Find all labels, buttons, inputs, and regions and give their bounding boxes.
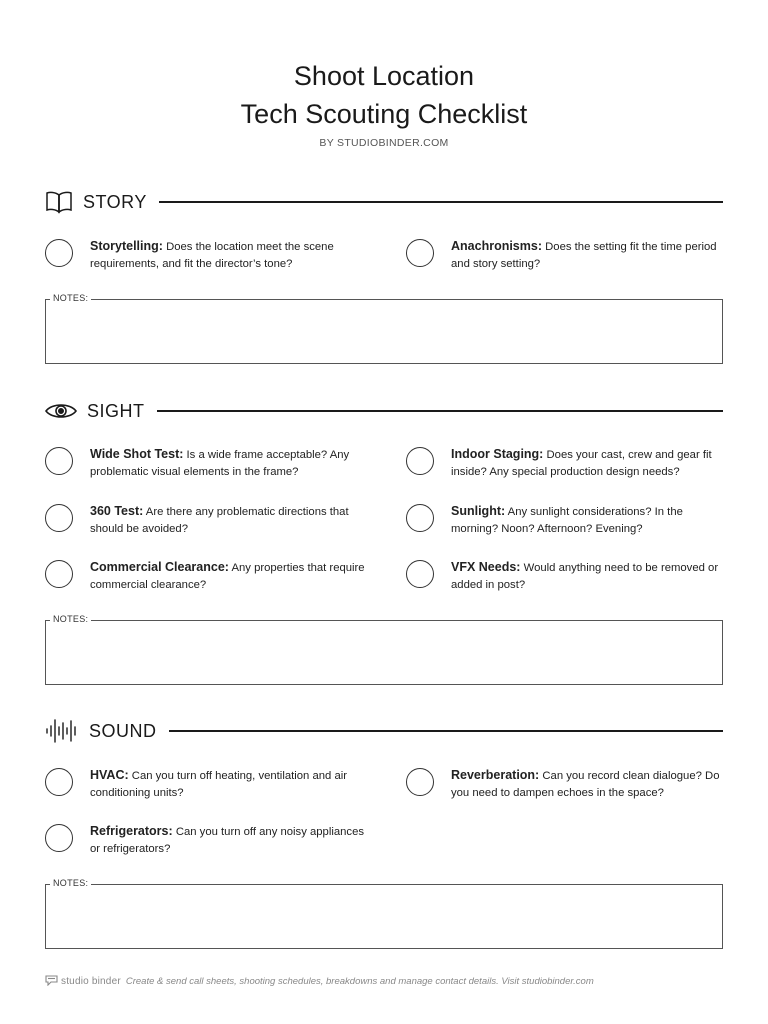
section-header-sound (45, 717, 723, 745)
checkbox-circle[interactable] (406, 768, 434, 796)
section-title-story: STORY (83, 191, 147, 212)
waveform-icon (45, 719, 79, 743)
item-title: Wide Shot Test: (90, 447, 184, 461)
checkbox-circle[interactable] (45, 560, 73, 588)
item-title: Storytelling: (90, 239, 163, 253)
checkbox-circle[interactable] (45, 824, 73, 852)
item-title: 360 Test: (90, 504, 144, 518)
checkbox-circle[interactable] (406, 239, 434, 267)
item-title: Anachronisms: (451, 239, 542, 253)
item-title: Indoor Staging: (451, 447, 544, 461)
checkbox-circle[interactable] (45, 768, 73, 796)
section-divider (169, 730, 723, 731)
item-description: Would anything need to be removed or added in post? (451, 562, 719, 591)
notes-label: NOTES: (50, 614, 91, 624)
checkbox-circle[interactable] (45, 447, 73, 475)
byline: BY STUDIOBINDER.COM (319, 137, 449, 149)
item-description: Can you turn off any noisy appliances or refrigerators? (90, 826, 365, 855)
item-description: Is a wide frame acceptable? Any problematic visual elements in the frame? (90, 449, 350, 478)
item-title: VFX Needs: (451, 560, 521, 574)
item-description: Are there any problematic directions that should be avoided? (90, 506, 349, 535)
item-description: Any sunlight considerations? In the morning? Noon? Afternoon? Evening? (451, 506, 683, 535)
section-divider (157, 410, 723, 412)
item-description: Can you record clean dialogue? Do you need to dampen echoes in the space? (451, 770, 720, 799)
item-title: Refrigerators: (90, 824, 173, 838)
chat-bubble-icon (45, 974, 58, 989)
book-icon (45, 190, 73, 214)
checkbox-circle[interactable] (406, 504, 434, 532)
eye-icon (45, 399, 77, 423)
item-description: Does your cast, crew and gear fit inside? Any special production design needs? (451, 449, 712, 478)
section-title-sound: SOUND (89, 720, 157, 741)
page-title-line1: Shoot Location (293, 61, 475, 91)
item-description: Does the location meet the scene requirements, and fit the director’s tone? (90, 241, 334, 270)
checkbox-circle[interactable] (45, 239, 73, 267)
notes-box-story[interactable] (45, 293, 723, 364)
footer-tagline: Create & send call sheets, shooting schedules, breakdowns and manage contact details. Visit studiobinder.com (125, 976, 594, 987)
item-description: Can you turn off heating, ventilation and air conditioning units? (90, 770, 348, 799)
section-header-story (45, 188, 723, 216)
notes-box-sound[interactable] (45, 878, 723, 949)
item-title: HVAC: (90, 768, 129, 782)
notes-label: NOTES: (50, 878, 91, 888)
checkbox-circle[interactable] (45, 504, 73, 532)
item-description: Any properties that require commercial clearance? (90, 562, 365, 591)
footer (45, 974, 745, 989)
item-title: Commercial Clearance: (90, 560, 229, 574)
item-description: Does the setting fit the time period and story setting? (451, 241, 717, 270)
item-title: Reverberation: (451, 768, 540, 782)
notes-box-sight[interactable] (45, 614, 723, 685)
notes-label: NOTES: (50, 293, 91, 303)
item-title: Sunlight: (451, 504, 506, 518)
checkbox-circle[interactable] (406, 447, 434, 475)
section-header-sight (45, 397, 723, 425)
footer-brand: studio binder (61, 976, 121, 987)
section-divider (159, 201, 723, 203)
page-title-line2: Tech Scouting Checklist (240, 99, 528, 129)
checkbox-circle[interactable] (406, 560, 434, 588)
section-title-sight: SIGHT (87, 400, 145, 421)
